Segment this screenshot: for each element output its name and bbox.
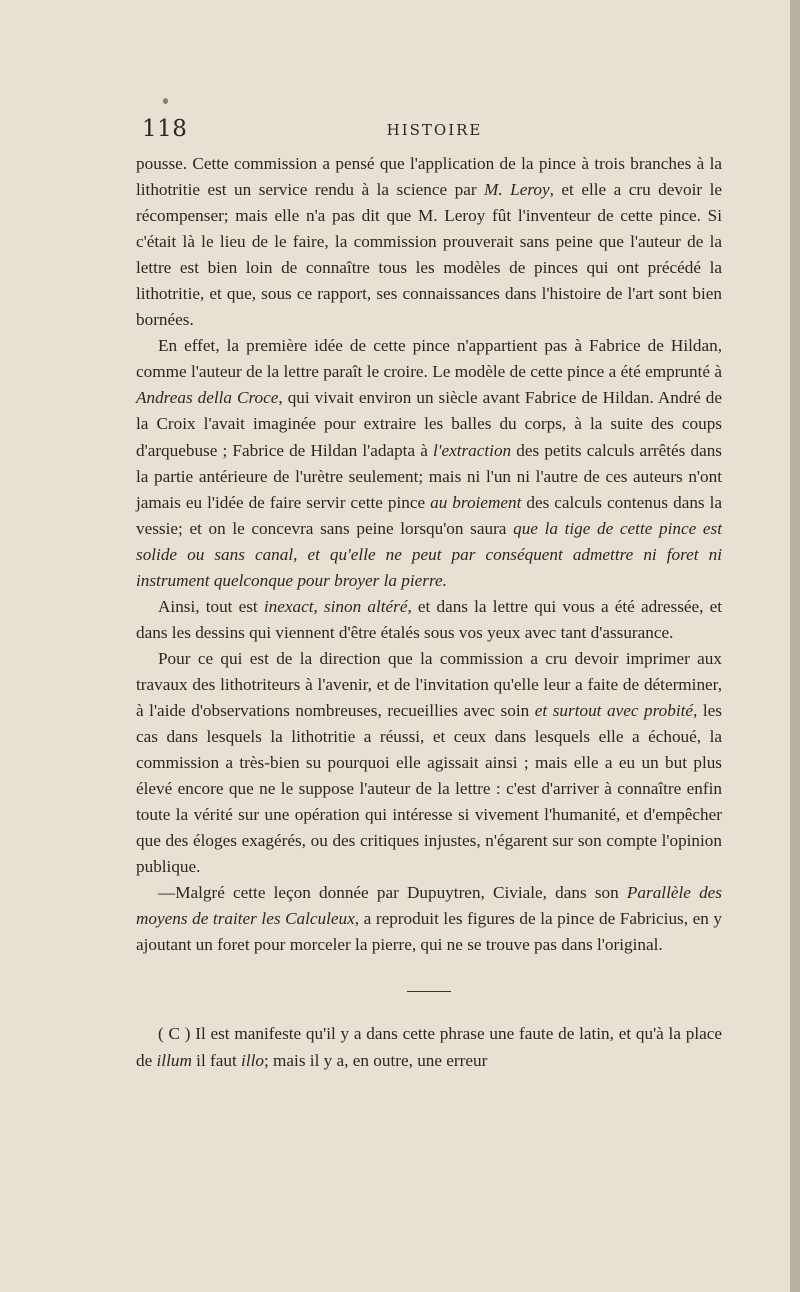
text-run: des petits calculs arrêtés dans la partie antérieure de l'urètre seulement; mais ni l'un ni l'autre de ces auteurs n'ont jamais eu l'idée de faire servir cette pince bbox=[136, 440, 722, 512]
text-run: , les cas dans lesquels la lithotritie a réussi, et ceux dans lesquels elle a échoué, la commission a très-bien su pourquoi elle agissait ainsi ; mais elle a eu un but plus élevé encore que ne le suppose l'auteur de la lettre : c'est d'arriver à connaître enfin toute la vérité sur une opération qui intéresse si vivement l'humanité, et d'empêcher que des éloges exagérés, ou des critiques injustes, n'égarent sur son compte l'opinion publique. bbox=[136, 700, 722, 877]
italic-text: que la tige de cette pince est solide ou sans canal, et qu'elle ne peut par conséquent admettre ni foret ni instrument quelconque pour broyer la pierre. bbox=[136, 518, 722, 590]
page-edge bbox=[790, 0, 800, 1292]
body-text bbox=[136, 151, 722, 1074]
text-run: Ainsi, tout est bbox=[158, 596, 264, 616]
paragraph bbox=[136, 333, 722, 593]
italic-text: illo bbox=[241, 1050, 264, 1070]
footnote-separator bbox=[407, 991, 451, 992]
text-run: Pour ce qui est de la direction que la commission a cru devoir imprimer aux travaux des lithotriteurs à l'avenir, et de l'invitation qu'elle leur a faite de déterminer, à l'aide d'observations nombreuses, recueillies avec soin bbox=[136, 648, 722, 720]
text-run: , qui vivait environ un siècle avant Fabrice de Hildan. André de la Croix l'avait imaginée pour extraire les balles du corps, à la suite des coups d'arquebuse ; Fabrice de Hildan l'adapta à bbox=[136, 388, 722, 460]
italic-text: l'extraction bbox=[433, 440, 512, 460]
italic-text: illum bbox=[156, 1050, 192, 1070]
paragraph bbox=[136, 646, 722, 880]
text-run: , a reproduit les figures de la pince de Fabricius, en y ajoutant un foret pour morceler la pierre, qui ne se trouve pas dans l'original. bbox=[136, 909, 723, 955]
footnote bbox=[136, 1021, 722, 1073]
text-run: , et dans la lettre qui vous a été adressée, et dans les dessins qui viennent d'être étalés sous vos yeux avec tant d'assurance. bbox=[136, 596, 723, 642]
italic-text: inexact, sinon altéré bbox=[263, 596, 408, 616]
text-run: , et elle a cru devoir le récompenser; mais elle n'a pas dit que M. Leroy fût l'inventeur de cette pince. Si c'était là le lieu de le faire, la commission prouverait sans peine que l'auteur de la lettre est bien loin de connaître tous les modèles de pinces qui ont précédé la lithotritie, et que, sous ce rapport, ses connaissances dans l'histoire de l'art sont bien bornées. bbox=[136, 180, 722, 330]
text-run: En effet, la première idée de cette pince n'appartient pas à Fabrice de Hildan, comme l'auteur de la lettre paraît le croire. Le modèle de cette pince a été emprunté à bbox=[136, 336, 722, 382]
text-run: pousse. Cette commission a pensé que l'application de la pince à trois branches à la lithotritie est un service rendu à la science par bbox=[136, 154, 722, 200]
page-header bbox=[142, 116, 727, 146]
text-run: il faut bbox=[191, 1050, 242, 1070]
italic-text: Parallèle des moyens de traiter les Calculeux bbox=[136, 883, 722, 929]
text-run: ( C ) Il est manifeste qu'il y a dans cette phrase une faute de latin, et qu'à la place de bbox=[136, 1024, 722, 1070]
ink-spot bbox=[163, 98, 168, 104]
paragraph bbox=[136, 594, 722, 646]
text-run: —Malgré cette leçon donnée par Dupuytren, Civiale, dans son bbox=[158, 883, 627, 903]
italic-text: M. Leroy bbox=[484, 180, 550, 200]
page-number: 118 bbox=[142, 116, 188, 142]
paragraph bbox=[136, 880, 722, 958]
italic-text: et surtout avec probité bbox=[534, 700, 694, 720]
text-run: des calculs contenus dans la vessie; et on le concevra sans peine lorsqu'on saura bbox=[136, 492, 723, 538]
paragraph bbox=[136, 151, 722, 333]
italic-text: Andreas della Croce bbox=[136, 388, 279, 408]
text-run: ; mais il y a, en outre, une erreur bbox=[263, 1050, 488, 1070]
italic-text: au broiement bbox=[430, 492, 522, 512]
running-title: HISTOIRE bbox=[386, 121, 483, 139]
